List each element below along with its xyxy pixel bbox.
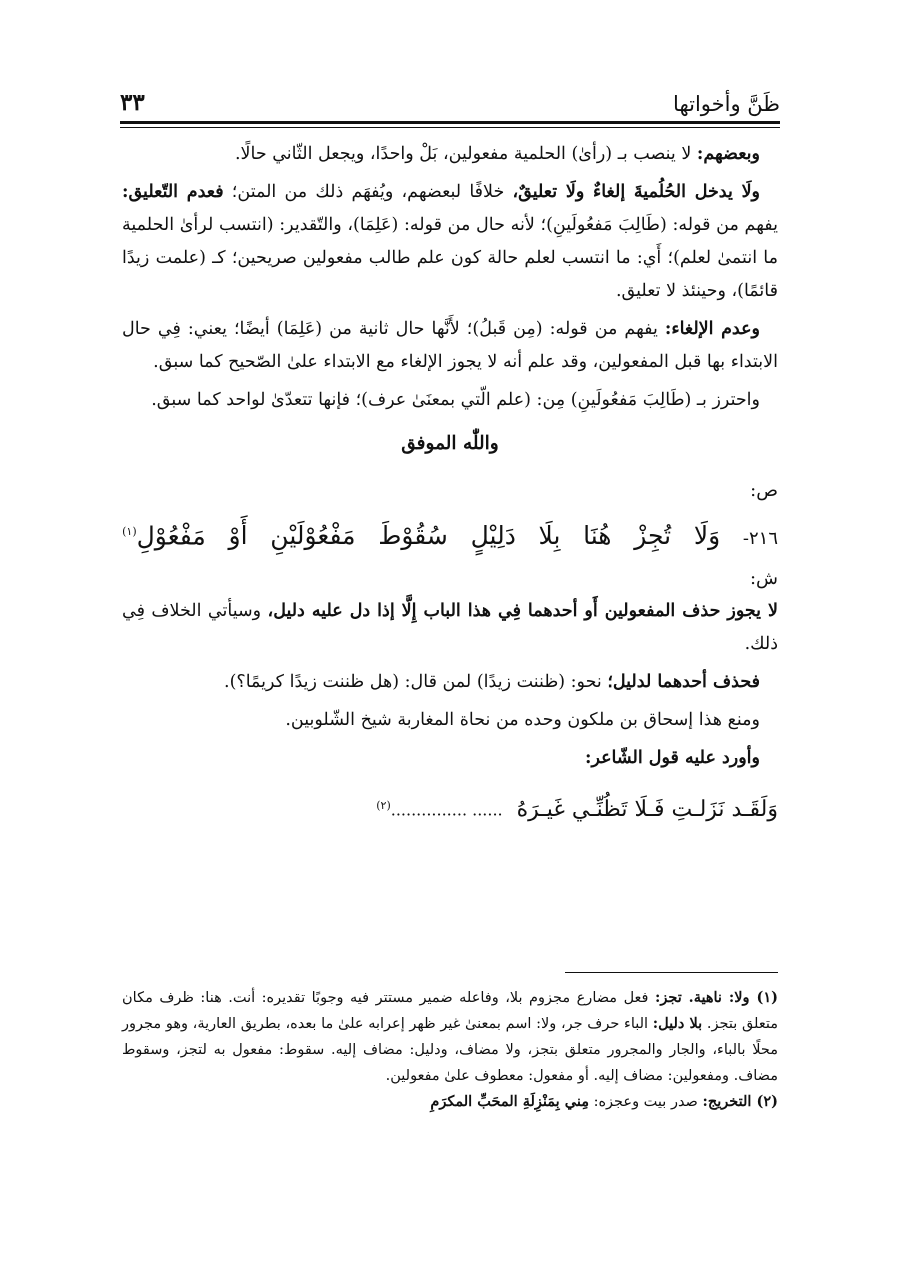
half-verse-text: وَلَقَـد نَزَلـتِ فَـلَا تَظُنِّـي غَيـرَهُ [516,796,778,822]
paragraph-6-text: نحو: (ظننت زيدًا) لمن قال: (هل ظننت زيدًا كريمًا؟). [224,672,608,693]
paragraph-6 [122,666,778,699]
half-verse-ellipsis: ............... ...... [390,800,503,820]
verse-word [122,509,206,559]
paragraph-2 [122,176,778,308]
footnote-2-lead: (٢) التخريج: [702,1093,778,1110]
paragraph-8 [122,742,778,775]
page-number: ٣٣ [120,89,145,116]
verse-word: تُجِزْ [634,521,672,551]
paragraph-6-bold: فحذف أحدهما لدليل؛ [607,672,760,693]
shin-label: ش: [749,568,778,590]
paragraph-1-bold: وبعضهم: [696,144,760,164]
paragraph-2-bold: ولَا يدخل الحُلُميةَ إلغاءٌ ولَا تعليقٌ، [512,182,761,202]
verse-last-word: مَفْعُوْلِ [136,521,206,551]
footnotes [122,985,778,1115]
footnote-1 [122,985,778,1089]
paragraph-5-bold: لا يجوز حذف المفعولين أَو أحدهما فِي هذا الباب إِلَّا إذا دل عليه دليل، [267,601,778,622]
paragraph-5 [122,595,778,661]
paragraph-7 [122,704,778,737]
paragraph-4 [122,384,778,417]
paragraph-2b-text: يفهم من قوله: (طَالِبَ مَفعُولَينِ)؛ لأنه حال من قوله: (عَلِمَا)، والتّقدير: (انتسب لرأىٰ الحلمية ما انتمىٰ لعلم)؛ أَي: ما انتسب لعلم حالة كون علم طالب مفعولين صريحين؛ كـ (علمت زيدًا قائمًا)، وحينئذ لا تعليق. [122,215,778,301]
paragraph-7-text: ومنع هذا إسحاق بن ملكون وحده من نحاة المغاربة شيخ الشّلوبين. [285,710,760,731]
paragraph-5-text: وسيأتي الخلاف فِي ذلك. [122,601,778,655]
paragraph-1-text: لا ينصب بـ (رأىٰ) الحلمية مفعولين، بَلْ واحدًا، ويجعل الثّاني حالًا. [234,144,697,164]
footnote-2-text: صدر بيت وعجزه: [588,1094,703,1110]
half-verse-dots [376,783,502,833]
closing-phrase: واللّٰه الموفق [401,433,499,454]
half-verse-footnote-mark[interactable]: (٢) [376,799,391,813]
verse-word: سُقُوْطَ [378,521,448,551]
running-title: ظَنَّ وأخواتها [673,92,780,116]
page-header [120,80,780,116]
footnote-1-text: فعل مضارع مجزوم بلا، وفاعله ضمير مستتر فيه وجوبًا تقديره: أنت. هنا: ظرف مكان متعلق بتجز. [122,990,778,1032]
footnote-1-text2: الباء حرف جر، ولا: اسم بمعنىٰ غير ظهر إعرابه علىٰ ما بعده، بطريق العارية، وهو مجرور محلًا بالباء، والجار والمجرور متعلق بتجز، ولا مضاف، ودليل: مضاف إليه. سقوط: مفعول به لتجز، وسقوط مضاف. ومفعولين: مضاف إليه. أو مفعول: معطوف علىٰ مفعولين. [122,1016,778,1084]
verse-number: ٢١٦- [742,528,778,550]
footnote-1-lead: (١) ولا: ناهية. تجز: [654,989,778,1006]
footnote-rule [565,972,778,973]
verse-word: وَلَا [693,521,721,551]
paragraph-1 [122,138,778,171]
verse-word: بِلَا [538,521,561,551]
verse-word: هُنَا [583,521,612,551]
paragraph-8-bold: وأورد عليه قول الشّاعر: [585,748,760,769]
main-text [122,138,778,834]
paragraph-3 [122,313,778,379]
verse-footnote-mark[interactable]: (١) [122,525,137,538]
sad-label: ص: [750,480,778,501]
paragraph-2-text: خلافًا لبعضهم، ويُفهَم ذلك من المتن؛ [223,182,513,202]
header-rule-thick [120,121,780,124]
header-rule-thin [120,127,780,128]
paragraph-4-text: واحترز بـ (طَالِبَ مَفعُولَينِ) مِن: (علم الّتي بمعنَىٰ عرف)؛ فإنها تتعدّىٰ لواحد كما سبق. [151,390,760,410]
footnote-2 [122,1089,778,1115]
paragraph-3-text: يفهم من قوله: (مِن قَبلُ)؛ لأَنَّها حال ثانية من (عَلِمَا) أيضًا؛ يعني: فِي حال الابتداء بها قبل المفعولين، وقد علم أنه لا يجوز الإلغاء مع الابتداء علىٰ الصّحيح كما سبق. [122,319,778,372]
verse-word: دَلِيْلٍ [470,521,516,551]
footnote-1-bold2: بلا دليل: [652,1015,703,1032]
paragraph-2b-bold: فعدم التّعليق: [122,182,224,202]
verse-word: أَوْ [228,521,248,551]
verse-line [122,509,778,562]
footnote-2-bold2: مِني بِمَنْزِلَةِ المحَبِّ المكرَمِ [430,1093,589,1110]
half-verse-line [122,783,778,833]
paragraph-3-bold: وعدم الإلغاء: [664,319,760,339]
verse-word: مَفْعُوْلَيْنِ [270,521,356,551]
